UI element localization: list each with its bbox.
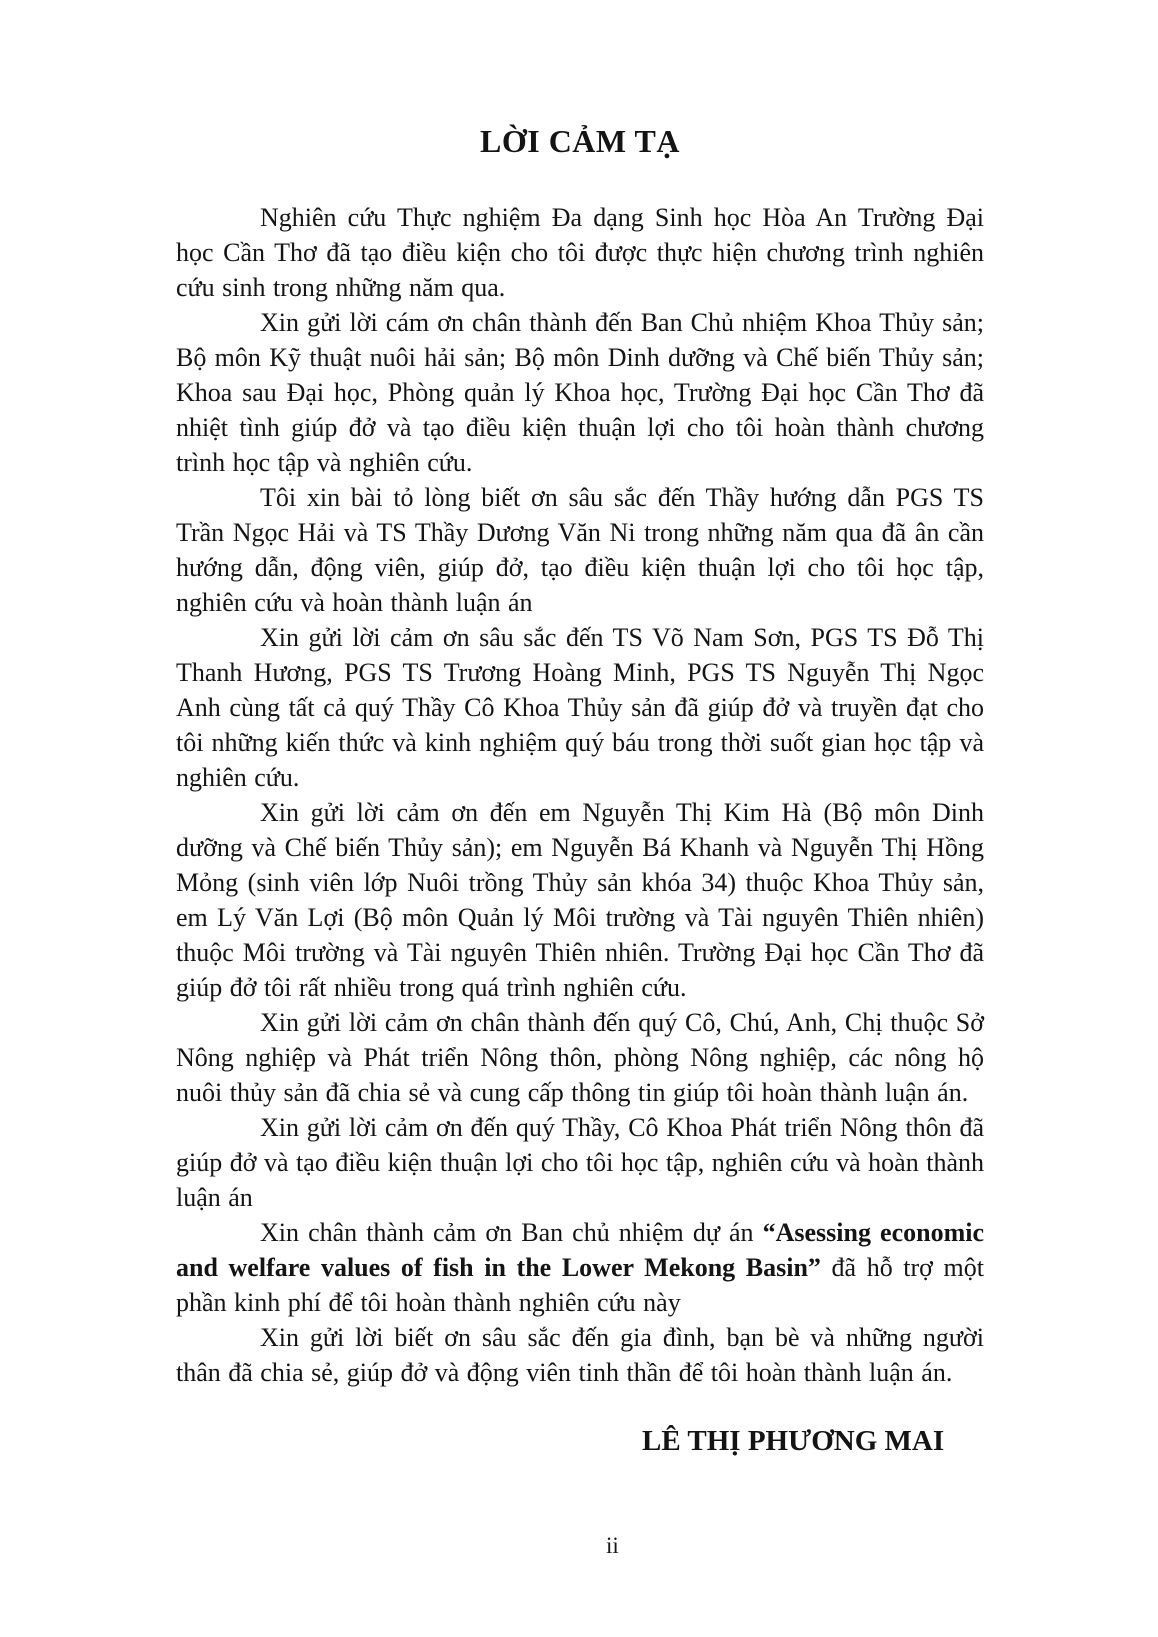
page-title: LỜI CẢM TẠ	[480, 123, 680, 159]
body-paragraphs	[176, 200, 984, 1390]
paragraph	[176, 1005, 984, 1110]
paragraph-text: Xin chân thành cảm ơn Ban chủ nhiệm dự án	[260, 1218, 763, 1247]
paragraph	[176, 620, 984, 795]
paragraph-text: Xin gửi lời cám ơn chân thành đến Ban Chủ nhiệm Khoa Thủy sản; Bộ môn Kỹ thuật nuôi hải sản; Bộ môn Dinh dưỡng và Chế biến Thủy sản; Khoa sau Đại học, Phòng quản lý Khoa học, Trường Đại học Cần Thơ đã nhiệt tình giúp đở và tạo điều kiện thuận lợi cho tôi hoàn thành chương trình học tập và nghiên cứu.	[176, 308, 984, 477]
paragraph	[176, 200, 984, 305]
paragraph-text: Tôi xin bài tỏ lòng biết ơn sâu sắc đến Thầy hướng dẫn PGS TS Trần Ngọc Hải và TS Thầy Dương Văn Ni trong những năm qua đã ân cần hướng dẫn, động viên, giúp đở, tạo điều kiện thuận lợi cho tôi học tập, nghiên cứu và hoàn thành luận án	[176, 483, 984, 617]
paragraph-text: Xin gửi lời cảm ơn đến quý Thầy, Cô Khoa Phát triển Nông thôn đã giúp đở và tạo điều kiện thuận lợi cho tôi học tập, nghiên cứu và hoàn thành luận án	[176, 1113, 984, 1212]
paragraph-text: Xin gửi lời biết ơn sâu sắc đến gia đình, bạn bè và những người thân đã chia sẻ, giúp đở và động viên tinh thần để tôi hoàn thành luận án.	[176, 1323, 984, 1387]
paragraph	[176, 1215, 984, 1320]
paragraph-text: Xin gửi lời cảm ơn đến em Nguyễn Thị Kim Hà (Bộ môn Dinh dưỡng và Chế biến Thủy sản); em Nguyễn Bá Khanh và Nguyễn Thị Hồng Mỏng (sinh viên lớp Nuôi trồng Thủy sản khóa 34) thuộc Khoa Thủy sản, em Lý Văn Lợi (Bộ môn Quản lý Môi trường và Tài nguyên Thiên nhiên) thuộc Môi trường và Tài nguyên Thiên nhiên. Trường Đại học Cần Thơ đã giúp đở tôi rất nhiều trong quá trình nghiên cứu.	[176, 798, 984, 1002]
paragraph-text: đã hỗ trợ một phần kinh phí để tôi hoàn thành nghiên cứu này	[176, 1253, 984, 1317]
paragraph	[176, 1110, 984, 1215]
paragraph-text: Nghiên cứu Thực nghiệm Đa dạng Sinh học Hòa An Trường Đại học Cần Thơ đã tạo điều kiện cho tôi được thực hiện chương trình nghiên cứu sinh trong những năm qua.	[176, 203, 984, 302]
page-content	[176, 122, 984, 1459]
paragraph-text-bold: “Asessing economic and welfare values of fish in the Lower Mekong Basin”	[176, 1218, 984, 1282]
paragraph-text: Xin gửi lời cảm ơn sâu sắc đến TS Võ Nam Sơn, PGS TS Đỗ Thị Thanh Hương, PGS TS Trương Hoàng Minh, PGS TS Nguyễn Thị Ngọc Anh cùng tất cả quý Thầy Cô Khoa Thủy sản đã giúp đở và truyền đạt cho tôi những kiến thức và kinh nghiệm quý báu trong thời suốt gian học tập và nghiên cứu.	[176, 623, 984, 792]
page-number: ii	[606, 1533, 619, 1558]
paragraph	[176, 1320, 984, 1390]
paragraph	[176, 480, 984, 620]
paragraph	[176, 305, 984, 480]
signature-name: LÊ THỊ PHƯƠNG MAI	[642, 1425, 945, 1457]
paragraph-text: Xin gửi lời cảm ơn chân thành đến quý Cô, Chú, Anh, Chị thuộc Sở Nông nghiệp và Phát triển Nông thôn, phòng Nông nghiệp, các nông hộ nuôi thủy sản đã chia sẻ và cung cấp thông tin giúp tôi hoàn thành luận án.	[176, 1008, 984, 1107]
paragraph	[176, 795, 984, 1005]
